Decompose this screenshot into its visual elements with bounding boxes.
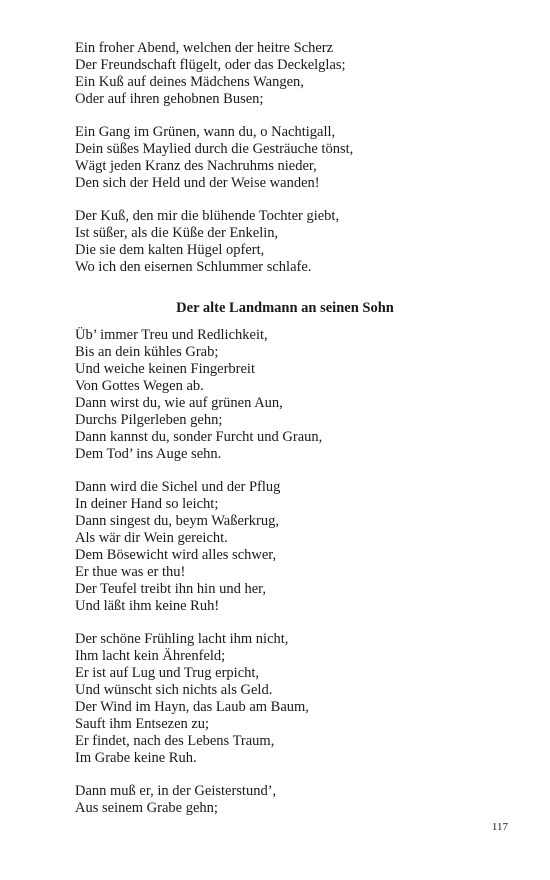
verse-line: Der schöne Frühling lacht ihm nicht,: [75, 631, 289, 647]
verse-line: Wo ich den eisernen Schlummer schlafe.: [75, 259, 312, 275]
verse-line: Im Grabe keine Ruh.: [75, 750, 197, 766]
stanza: [75, 479, 495, 615]
verse-line: Dann singest du, beym Waßerkrug,: [75, 513, 279, 529]
verse-line: Ein froher Abend, welchen der heitre Scherz: [75, 40, 334, 56]
stanza: [75, 327, 495, 463]
poem-title: Der alte Landmann an seinen Sohn: [176, 300, 394, 316]
verse-line: Dann wird die Sichel und der Pflug: [75, 479, 281, 495]
verse-line: Ein Gang im Grünen, wann du, o Nachtigall,: [75, 124, 336, 140]
verse-line: Dann muß er, in der Geisterstund’,: [75, 783, 277, 799]
verse-line: Dem Tod’ ins Auge sehn.: [75, 446, 222, 462]
verse-line: In deiner Hand so leicht;: [75, 496, 219, 512]
verse-line: Er ist auf Lug und Trug erpicht,: [75, 665, 260, 681]
verse-line: Dann wirst du, wie auf grünen Aun,: [75, 395, 283, 411]
verse-line: Dein süßes Maylied durch die Gesträuche tönst,: [75, 141, 354, 157]
verse-line: Bis an dein kühles Grab;: [75, 344, 219, 360]
page-number: 117: [491, 821, 508, 833]
verse-line: Dem Bösewicht wird alles schwer,: [75, 547, 277, 563]
stanza: [75, 40, 495, 108]
verse-line: Der Wind im Hayn, das Laub am Baum,: [75, 699, 309, 715]
verse-line: Und läßt ihm keine Ruh!: [75, 598, 220, 614]
verse-line: Durchs Pilgerleben gehn;: [75, 412, 223, 428]
verse-line: Aus seinem Grabe gehn;: [75, 800, 218, 816]
stanza: [75, 208, 495, 276]
verse-line: Wägt jeden Kranz des Nachruhms nieder,: [75, 158, 317, 174]
stanza: [75, 124, 495, 192]
verse-line: Üb’ immer Treu und Redlichkeit,: [75, 327, 268, 343]
verse-line: Als wär dir Wein gereicht.: [75, 530, 228, 546]
verse-line: Und wünscht sich nichts als Geld.: [75, 682, 273, 698]
verse-line: Ein Kuß auf deines Mädchens Wangen,: [75, 74, 304, 90]
stanza: [75, 631, 495, 767]
verse-line: Er findet, nach des Lebens Traum,: [75, 733, 275, 749]
page-content: [75, 40, 495, 833]
poem-ode: [75, 40, 495, 276]
verse-line: Oder auf ihren gehobnen Busen;: [75, 91, 264, 107]
verse-line: Der Kuß, den mir die blühende Tochter giebt,: [75, 208, 340, 224]
verse-line: Die sie dem kalten Hügel opfert,: [75, 242, 265, 258]
verse-line: Ist süßer, als die Küße der Enkelin,: [75, 225, 279, 241]
stanza: [75, 783, 495, 817]
verse-line: Dann kannst du, sonder Furcht und Graun,: [75, 429, 323, 445]
verse-line: Sauft ihm Entsezen zu;: [75, 716, 210, 732]
verse-line: Den sich der Held und der Weise wanden!: [75, 175, 320, 191]
verse-line: Er thue was er thu!: [75, 564, 186, 580]
verse-line: Ihm lacht kein Ährenfeld;: [75, 648, 226, 664]
verse-line: Der Teufel treibt ihn hin und her,: [75, 581, 267, 597]
poem-landmann: [75, 300, 495, 817]
verse-line: Der Freundschaft flügelt, oder das Deckelglas;: [75, 57, 346, 73]
verse-line: Von Gottes Wegen ab.: [75, 378, 204, 394]
verse-line: Und weiche keinen Fingerbreit: [75, 361, 255, 377]
